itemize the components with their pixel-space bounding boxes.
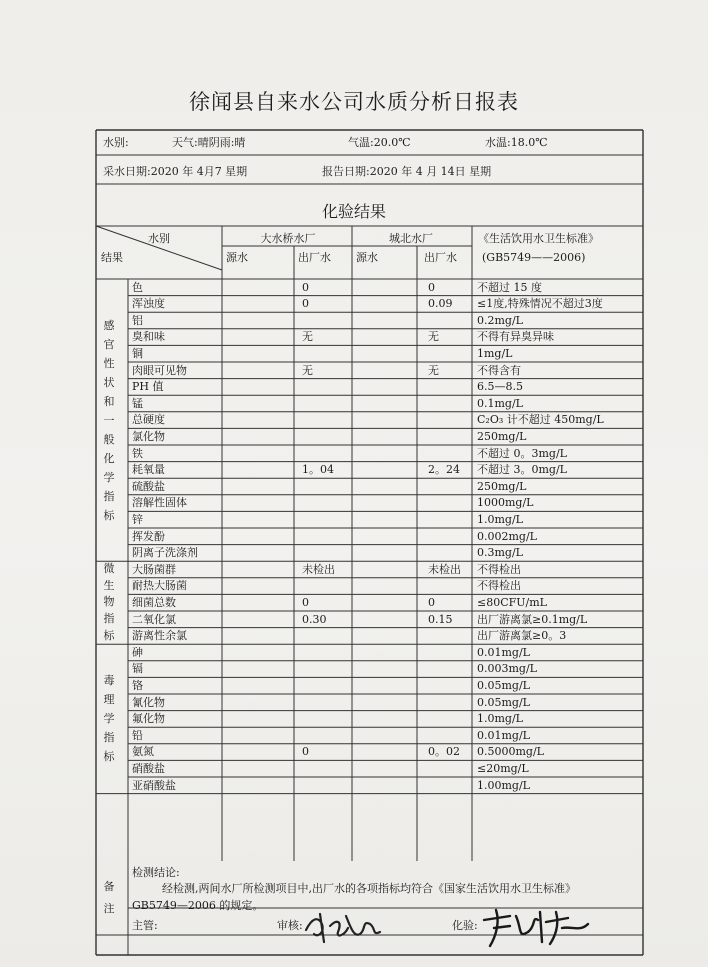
item-name: 镉 bbox=[132, 662, 143, 676]
item-name: 色 bbox=[132, 280, 143, 294]
item-name: 铬 bbox=[132, 678, 143, 692]
item-name: 氯化物 bbox=[132, 429, 165, 443]
tester-signature bbox=[476, 906, 596, 950]
standard-limit: 0.003mg/L bbox=[477, 662, 537, 676]
standard-limit: 出厂游离氯≥0.1mg/L bbox=[477, 612, 588, 626]
standard-limit: 出厂游离氯≥0。3 bbox=[477, 629, 567, 643]
standard-limit: 0.5000mg/L bbox=[477, 745, 544, 759]
item-name: PH 值 bbox=[132, 380, 164, 394]
air-temperature-field: 气温:20.0℃ bbox=[348, 136, 411, 149]
item-name: 游离性余氯 bbox=[132, 629, 187, 643]
standard-limit: 250mg/L bbox=[477, 479, 527, 493]
standard-limit: 0.01mg/L bbox=[477, 645, 530, 659]
item-name: 氰化物 bbox=[132, 695, 165, 709]
result-value: 0.15 bbox=[428, 612, 453, 626]
item-name: 氟化物 bbox=[132, 712, 165, 726]
result-value: 0 bbox=[428, 595, 435, 609]
standard-limit: 1.00mg/L bbox=[477, 778, 530, 792]
result-value: 0。02 bbox=[428, 745, 460, 759]
weather-field: 天气:晴阴雨:晴 bbox=[172, 136, 246, 149]
reviewer-signature bbox=[300, 908, 390, 946]
standard-limit: 不超过 15 度 bbox=[477, 280, 542, 294]
standard-limit: 250mg/L bbox=[477, 429, 527, 443]
item-name: 氨氮 bbox=[132, 745, 154, 759]
sample-date-field: 采水日期:2020 年 4月7 星期 bbox=[103, 165, 248, 178]
standard-limit: 0.05mg/L bbox=[477, 678, 530, 692]
item-name: 总硬度 bbox=[132, 413, 165, 427]
header-standard-code: (GB5749——2006) bbox=[482, 251, 586, 264]
category-label-sensory: 感官性状和一般化学指标 bbox=[103, 318, 115, 522]
standard-limit: 0.3mg/L bbox=[477, 546, 523, 560]
item-name: 硝酸盐 bbox=[132, 761, 165, 775]
standard-limit: 不得有异臭异味 bbox=[477, 330, 554, 344]
result-value: 无 bbox=[428, 330, 439, 344]
standard-limit: 1.0mg/L bbox=[477, 712, 523, 726]
category-label-microbial: 微生物指标 bbox=[103, 562, 115, 642]
result-value: 1。04 bbox=[302, 463, 334, 477]
header-outlet-1: 出厂水 bbox=[298, 251, 331, 264]
standard-limit: 0.1mg/L bbox=[477, 396, 523, 410]
item-name: 二氧化氯 bbox=[132, 612, 176, 626]
standard-limit: C₂O₃ 计不超过 450mg/L bbox=[477, 413, 604, 427]
item-name: 砷 bbox=[132, 645, 143, 659]
standard-limit: ≤1度,特殊情况不超过3度 bbox=[477, 297, 603, 311]
water-temperature-field: 水温:18.0℃ bbox=[485, 136, 548, 149]
item-name: 挥发酚 bbox=[132, 529, 165, 543]
standard-limit: 0.05mg/L bbox=[477, 695, 530, 709]
item-name: 铜 bbox=[132, 346, 143, 360]
result-value: 无 bbox=[302, 363, 313, 377]
standard-limit: 1000mg/L bbox=[477, 496, 534, 510]
result-value: 0 bbox=[302, 595, 309, 609]
result-value: 未检出 bbox=[302, 562, 335, 576]
result-value: 0 bbox=[302, 280, 309, 294]
standard-limit: 0.002mg/L bbox=[477, 529, 537, 543]
category-label-toxicological: 毒理学指标 bbox=[103, 674, 115, 764]
item-name: 铅 bbox=[132, 728, 143, 742]
result-value: 0 bbox=[302, 297, 309, 311]
result-value: 0.30 bbox=[302, 612, 327, 626]
conclusion-line-2: GB5749—2006 的规定。 bbox=[132, 899, 264, 912]
item-name: 溶解性固体 bbox=[132, 496, 187, 510]
report-date-field: 报告日期:2020 年 4 月 14日 星期 bbox=[322, 165, 492, 178]
item-name: 细菌总数 bbox=[132, 595, 176, 609]
header-source-2: 源水 bbox=[356, 251, 378, 264]
item-name: 肉眼可见物 bbox=[132, 363, 187, 377]
standard-limit: 不得含有 bbox=[477, 363, 521, 377]
item-name: 锌 bbox=[132, 512, 143, 526]
header-results: 结果 bbox=[101, 251, 123, 264]
item-name: 亚硝酸盐 bbox=[132, 778, 176, 792]
header-source-1: 源水 bbox=[226, 251, 248, 264]
result-value: 未检出 bbox=[428, 562, 461, 576]
result-value: 0 bbox=[428, 280, 435, 294]
item-name: 铝 bbox=[132, 313, 143, 327]
item-name: 臭和味 bbox=[132, 330, 165, 344]
result-value: 0 bbox=[302, 745, 309, 759]
result-value: 2。24 bbox=[428, 463, 460, 477]
supervisor-label: 主管: bbox=[132, 919, 158, 932]
reviewer-label: 审核: bbox=[277, 919, 303, 932]
header-standard-name: 《生活饮用水卫生标准》 bbox=[478, 232, 599, 245]
standard-limit: ≤80CFU/mL bbox=[477, 595, 547, 609]
item-name: 浑浊度 bbox=[132, 297, 165, 311]
report-title: 徐闻县自来水公司水质分析日报表 bbox=[189, 90, 519, 114]
item-name: 大肠菌群 bbox=[132, 562, 176, 576]
standard-limit: 不得检出 bbox=[477, 579, 521, 593]
standard-limit: 0.2mg/L bbox=[477, 313, 523, 327]
header-outlet-2: 出厂水 bbox=[424, 251, 457, 264]
notes-label: 备注 bbox=[103, 880, 115, 915]
header-plant-chengbei: 城北水厂 bbox=[389, 232, 433, 245]
water-type-label: 水别: bbox=[103, 136, 129, 149]
item-name: 硫酸盐 bbox=[132, 479, 165, 493]
item-name: 耐热大肠菌 bbox=[132, 579, 187, 593]
header-plant-dashuiqiao: 大水桥水厂 bbox=[260, 232, 316, 245]
standard-limit: 6.5—8.5 bbox=[477, 380, 523, 394]
standard-limit: 不超过 0。3mg/L bbox=[477, 446, 567, 460]
header-water-type: 水别 bbox=[148, 232, 170, 245]
standard-limit: 0.01mg/L bbox=[477, 728, 530, 742]
standard-limit: 1mg/L bbox=[477, 346, 513, 360]
result-value: 无 bbox=[302, 330, 313, 344]
conclusion-label: 检测结论: bbox=[132, 866, 180, 879]
standard-limit: 不超过 3。0mg/L bbox=[477, 463, 567, 477]
section-title: 化验结果 bbox=[321, 202, 386, 221]
standard-limit: 不得检出 bbox=[477, 562, 521, 576]
conclusion-line-1: 经检测,两间水厂所检测项目中,出厂水的各项指标均符合《国家生活饮用水卫生标准》 bbox=[162, 882, 576, 895]
item-name: 耗氧量 bbox=[132, 463, 165, 477]
item-name: 铁 bbox=[132, 446, 143, 460]
result-value: 0.09 bbox=[428, 297, 453, 311]
item-name: 锰 bbox=[132, 396, 143, 410]
standard-limit: 1.0mg/L bbox=[477, 512, 523, 526]
tester-label: 化验: bbox=[452, 919, 478, 932]
standard-limit: ≤20mg/L bbox=[477, 761, 529, 775]
item-name: 阴离子洗涤剂 bbox=[132, 546, 198, 560]
result-value: 无 bbox=[428, 363, 439, 377]
